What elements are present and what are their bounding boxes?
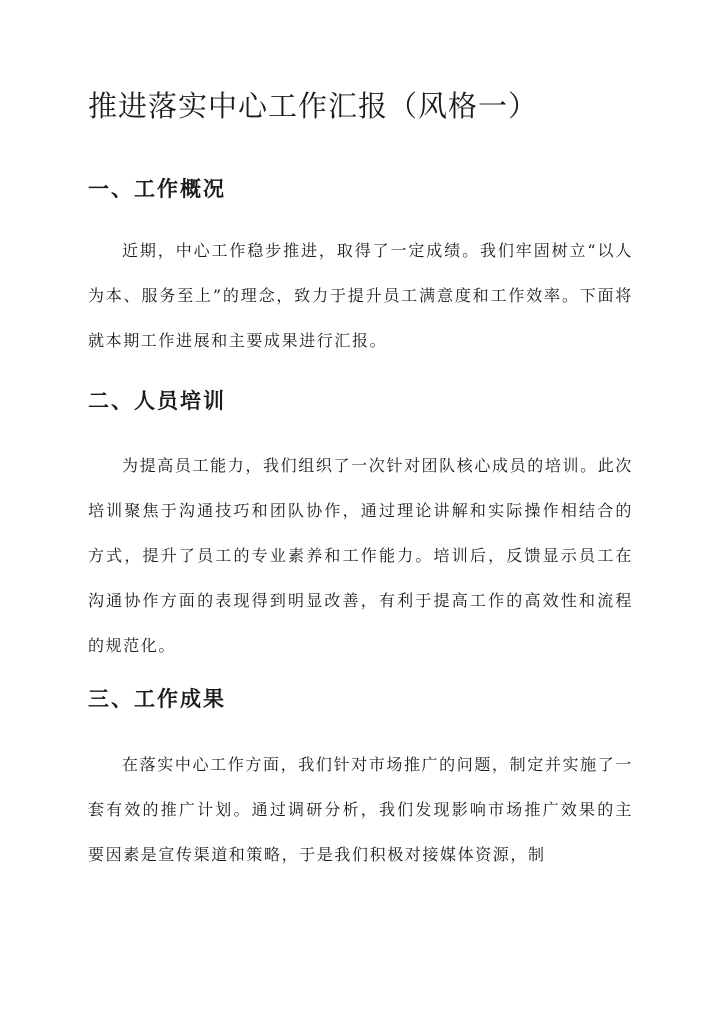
- section-heading-overview: 一、工作概况: [88, 176, 226, 201]
- section-body-results: 在落实中心工作方面，我们针对市场推广的问题，制定并实施了一套有效的推广计划。通过调研分析，我们发现影响市场推广效果的主要因素是宣传渠道和策略，于是我们积极对接媒体资源，制: [88, 755, 633, 864]
- section-body-training: 为提高员工能力，我们组织了一次针对团队核心成员的培训。此次培训聚焦于沟通技巧和团队协作，通过理论讲解和实际操作相结合的方式，提升了员工的专业素养和工作能力。培训后，反馈显示员工在沟通协作方面的表现得到明显改善，有利于提高工作的高效性和流程的规范化。: [88, 456, 633, 655]
- section-heading-results: 三、工作成果: [88, 686, 226, 711]
- document-title: 推进落实中心工作汇报（风格一）: [88, 89, 539, 123]
- section-body-overview: 近期，中心工作稳步推进，取得了一定成绩。我们牢固树立“以人为本、服务至上”的理念，致力于提升员工满意度和工作效率。下面将就本期工作进展和主要成果进行汇报。: [88, 241, 633, 350]
- section-heading-training: 二、人员培训: [88, 388, 226, 413]
